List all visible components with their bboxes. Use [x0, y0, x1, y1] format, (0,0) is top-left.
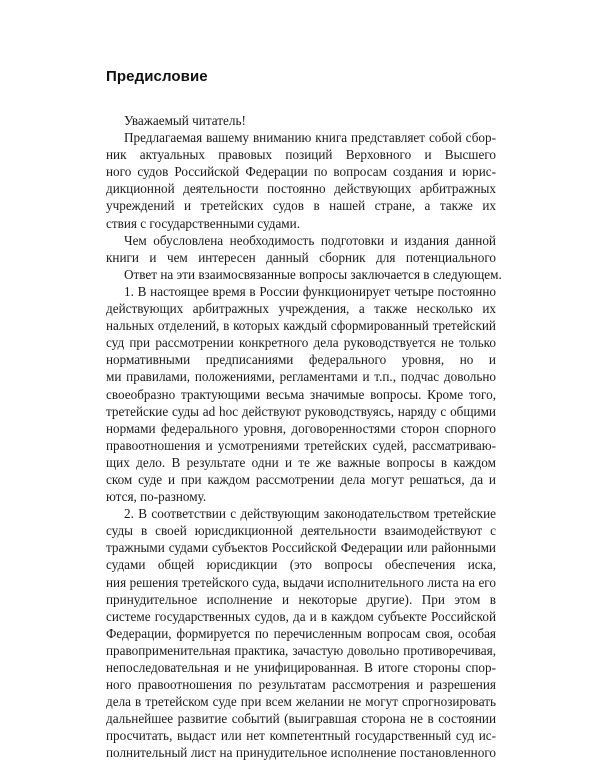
text-line: ного правоотношения по результатам рассмотрения и разрешения — [106, 677, 496, 693]
text-line: третейские суды ad hoc действуют руководствуясь, наряду с общими — [106, 403, 496, 419]
text-line: принудительное исполнение и некоторые другие). При этом в — [106, 591, 496, 607]
text-line: щих дело. В результате одни и те же важные вопросы в каждом — [106, 454, 496, 470]
text-line: Чем обусловлена необходимость подготовки и издания данной — [124, 232, 496, 248]
text-line: полнительный лист на принудительное исполнение постановленного — [106, 745, 496, 761]
text-line: Федерации, формируется по перечисленным вопросам своя, особая — [106, 625, 496, 641]
text-line: ми правилами, положениями, регламентами и т.п., подчас довольно — [106, 369, 496, 385]
text-line: суд при рассмотрении конкретного дела руководствуется не только — [106, 335, 496, 351]
body-text — [106, 112, 502, 762]
text-line: ском суде и при каждом рассмотрении дела могут решаться, да и — [106, 471, 496, 487]
text-line: Предлагаемая вашему вниманию книга представляет собой сбор- — [124, 130, 496, 146]
text-line: нальных отделений, в которых каждый сформированный третейский — [106, 318, 496, 334]
text-line: ния решения третейского суда, выдачи исполнительного листа на его — [106, 574, 496, 590]
text-line: Уважаемый читатель! — [124, 113, 246, 128]
text-line: ствия с государственными судами. — [106, 215, 301, 231]
text-line: просчитать, выдаст или нет компетентный государственный суд ис- — [106, 728, 496, 744]
text-line: дела в третейском суде при всем желании не могут спрогнозировать — [106, 694, 496, 710]
text-line: учреждений и третейских судов в нашей стране, а также их — [106, 198, 496, 214]
text-line: ются, по-разному. — [106, 489, 207, 505]
text-line: книги и чем интересен данный сборник для потенциального — [106, 249, 496, 265]
text-line: ного судов Российской Федерации по вопросам создания и юрис- — [106, 164, 496, 180]
text-line: нормативными предписаниями федерального уровня, но и — [106, 352, 496, 368]
text-line: нормами федерального уровня, договоренностями сторон спорного — [106, 420, 496, 436]
text-line: правоприменительная практика, зачастую довольно противоречивая, — [106, 642, 496, 658]
text-line: непоследовательная и не унифицированная. В итоге стороны спор- — [106, 660, 496, 675]
text-line: действующих арбитражных учреждения, а также несколько их — [106, 301, 496, 317]
text-line: Ответ на эти взаимосвязанные вопросы заключается в следующем. — [124, 266, 502, 282]
text-line: своеобразно трактующими весьма значимые вопросы. Кроме того, — [106, 386, 496, 402]
section-heading: Предисловие — [106, 68, 208, 85]
text-line: суды в своей юрисдикционной деятельности взаимодействуют с — [106, 523, 496, 539]
text-line: дальнейшее развитие событий (выигравшая сторона не в состоянии — [106, 711, 496, 727]
text-line: ник актуальных правовых позиций Верховного и Высшего — [106, 147, 496, 163]
text-line: 2. В соответствии с действующим законодательством третейские — [124, 506, 496, 522]
text-line: судами общей юрисдикции (это вопросы обеспечения иска, — [106, 557, 496, 573]
text-line: тражными судами субъектов Российской Федерации или районными — [106, 540, 496, 556]
text-line: 1. В настоящее время в России функционирует четыре постоянно — [124, 283, 496, 299]
text-line: дикционной деятельности постоянно действующих арбитражных — [106, 181, 496, 197]
text-line: правоотношения и усмотрениями третейских судей, рассматриваю- — [106, 437, 496, 453]
text-line: системе государственных судов, да и в каждом субъекте Российской — [106, 608, 496, 624]
